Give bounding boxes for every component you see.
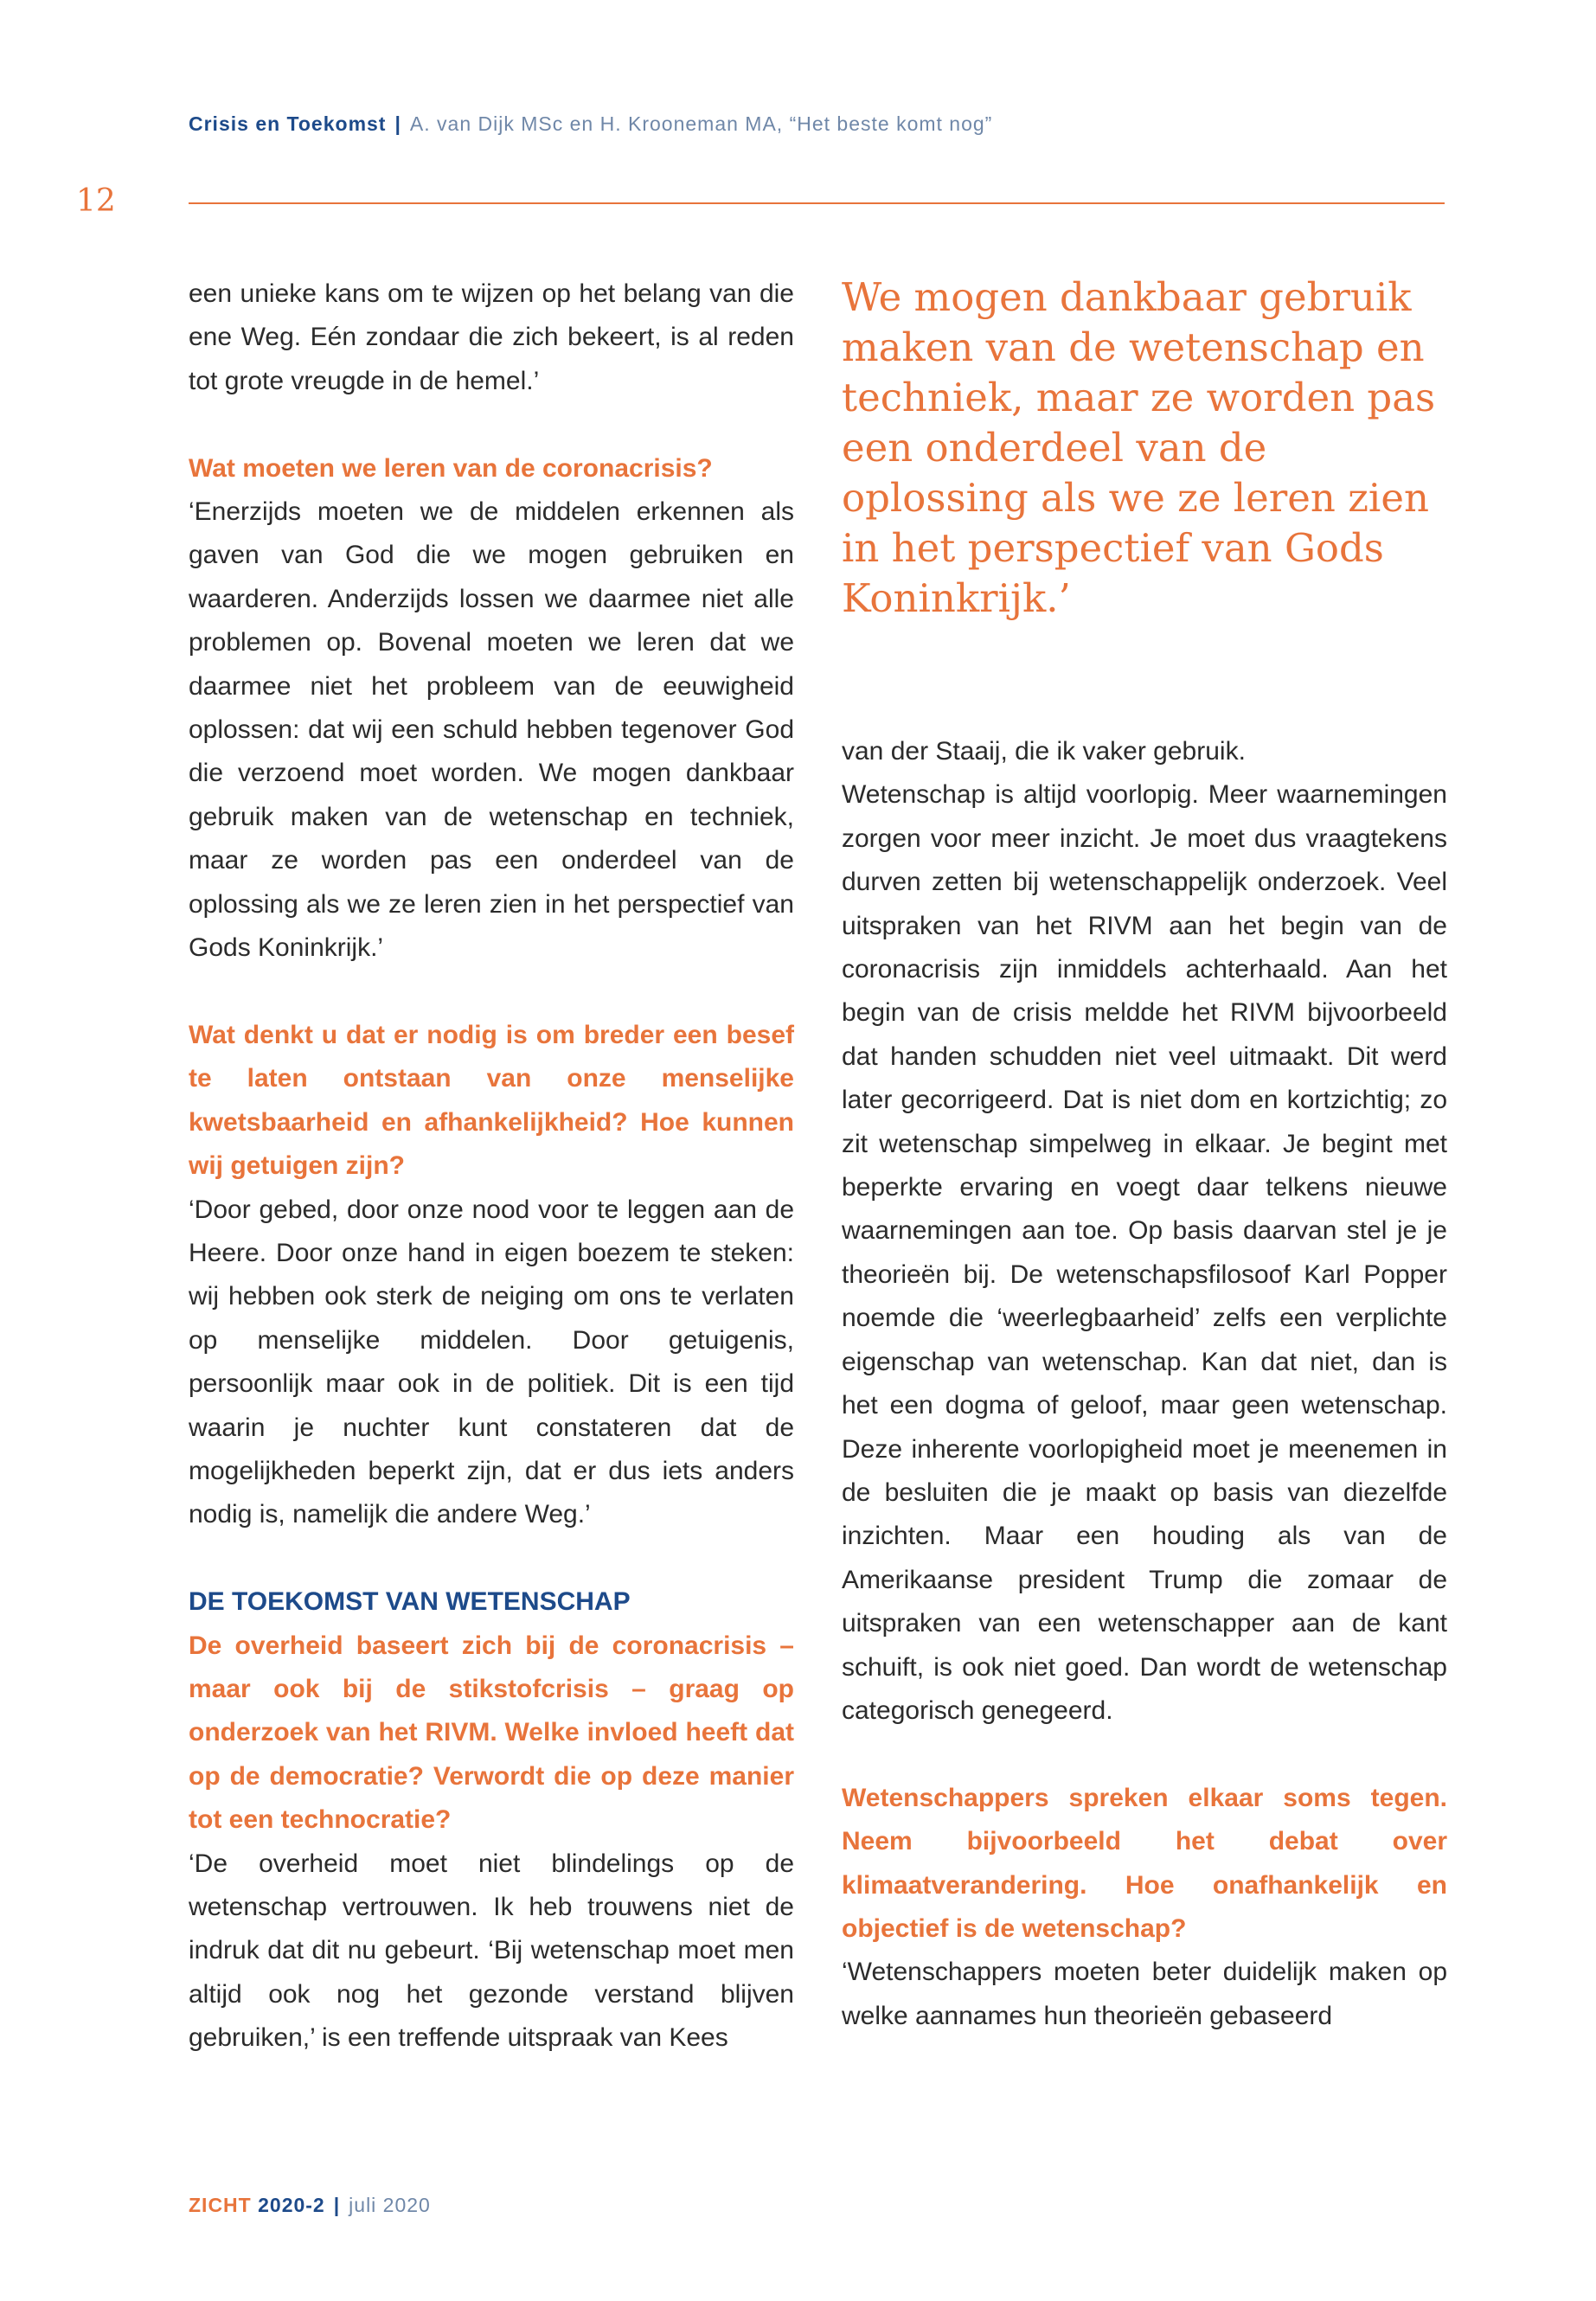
interview-question: Wat denkt u dat er nodig is om breder een besef te laten ontstaan van onze menselijke kwetsbaarheid en afhankelijkheid? Hoe kunnen wij getuigen zijn? bbox=[189, 1020, 794, 1181]
header-rule bbox=[189, 202, 1445, 204]
interview-answer: ‘Door gebed, door onze nood voor te leggen aan de Heere. Door onze hand in eigen boezem te steken: wij hebben ook sterk de neiging om ons te verlaten op menselijke middelen. Door getuigenis, persoonlijk maar ook in de politiek. Dit is een tijd waarin je nuchter kunt constateren dat de mogelijkheden beperkt zijn, dat er dus iets anders nodig is, namelijk die andere Weg.’ bbox=[189, 1195, 794, 1529]
interview-question: De overheid baseert zich bij de coronacrisis – maar ook bij de stikstofcrisis – graag op onderzoek van het RIVM. Welke invloed heeft dat op de democratie? Verwordt die op deze manier tot een technocratie? bbox=[189, 1631, 794, 1835]
header-separator: | bbox=[394, 112, 401, 135]
interview-question: Wetenschappers spreken elkaar soms tegen. Neem bijvoorbeeld het debat over klimaatverandering. Hoe onafhankelijk en objectief is de wetenschap? bbox=[842, 1783, 1447, 1943]
page-number: 12 bbox=[76, 183, 116, 219]
header-article-info: A. van Dijk MSc en H. Krooneman MA, “Het beste komt nog” bbox=[409, 112, 993, 135]
interview-answer: ‘Wetenschappers moeten beter duidelijk maken op welke aannames hun theorieën gebaseerd bbox=[842, 1958, 1447, 2030]
footer-brand: ZICHT bbox=[189, 2194, 252, 2216]
paragraph: een unieke kans om te wijzen op het belang van die ene Weg. Eén zondaar die zich bekeert, is al reden tot grote vreugde in de hemel.’ bbox=[189, 279, 794, 395]
left-column bbox=[189, 272, 794, 2061]
footer-date: juli 2020 bbox=[349, 2194, 431, 2216]
paragraph: Wetenschap is altijd voorlopig. Meer waarnemingen zorgen voor meer inzicht. Je moet dus vraagtekens durven zetten bij wetenschappelijk onderzoek. Veel uitspraken van het RIVM aan het begin van de coronacrisis zijn inmiddels achterhaald. Aan het begin van de crisis meldde het RIVM bijvoorbeeld dat handen schudden niet veel uitmaakt. Dit werd later gecorrigeerd. Dat is niet dom en kortzichtig; zo zit wetenschap simpelweg in elkaar. Je begint met beperkte ervaring en voegt daar telkens nieuwe waarnemingen aan toe. Op basis daarvan stel je je theorieën bij. De wetenschapsfilosoof Karl Popper noemde die ‘weerlegbaarheid’ zelfs een verplichte eigenschap van wetenschap. Kan dat niet, dan is het een dogma of geloof, maar geen wetenschap. Deze inherente voorlopigheid moet je meenemen in de besluiten die je maakt op basis van diezelfde inzichten. Maar een houding als van de Amerikaanse president Trump die zomaar de uitspraken van een wetenschapper aan de kant schuift, is ook niet goed. Dan wordt de wetenschap categorisch genegeerd. bbox=[842, 780, 1447, 1725]
footer-issue: 2020-2 bbox=[258, 2194, 325, 2216]
header-section-title: Crisis en Toekomst bbox=[189, 112, 387, 135]
right-column bbox=[842, 272, 1447, 2038]
interview-question: Wat moeten we leren van de coronacrisis? bbox=[189, 453, 713, 483]
interview-answer: ‘Enerzijds moeten we de middelen erkennen als gaven van God die we mogen gebruiken en waarderen. Anderzijds lossen we daarmee niet alle problemen op. Bovenal moeten we leren dat we daarmee niet het probleem van de eeuwigheid oplossen: dat wij een schuld hebben tegenover God die verzoend moet worden. We mogen dankbaar gebruik maken van de wetenschap en techniek, maar ze worden pas een onderdeel van de oplossing als we ze leren zien in het perspectief van Gods Koninkrijk.’ bbox=[189, 497, 794, 963]
footer-separator: | bbox=[333, 2194, 341, 2216]
interview-answer: ‘De overheid moet niet blindelings op de wetenschap vertrouwen. Ik heb trouwens niet de indruk dat dit nu gebeurt. ‘Bij wetenschap moet men altijd ook nog het gezonde verstand blijven gebruiken,’ is een treffende uitspraak van Kees bbox=[189, 1849, 794, 2053]
section-heading: DE TOEKOMST VAN WETENSCHAP bbox=[189, 1587, 631, 1617]
footer bbox=[189, 2194, 431, 2217]
paragraph: van der Staaij, die ik vaker gebruik. bbox=[842, 737, 1246, 766]
running-header bbox=[189, 112, 1452, 136]
pull-quote: We mogen dankbaar gebruik maken van de wetenschap en techniek, maar ze worden pas een onderdeel van de oplossing als we ze leren zien in het perspectief van Gods Koninkrijk.’ bbox=[842, 274, 1436, 621]
